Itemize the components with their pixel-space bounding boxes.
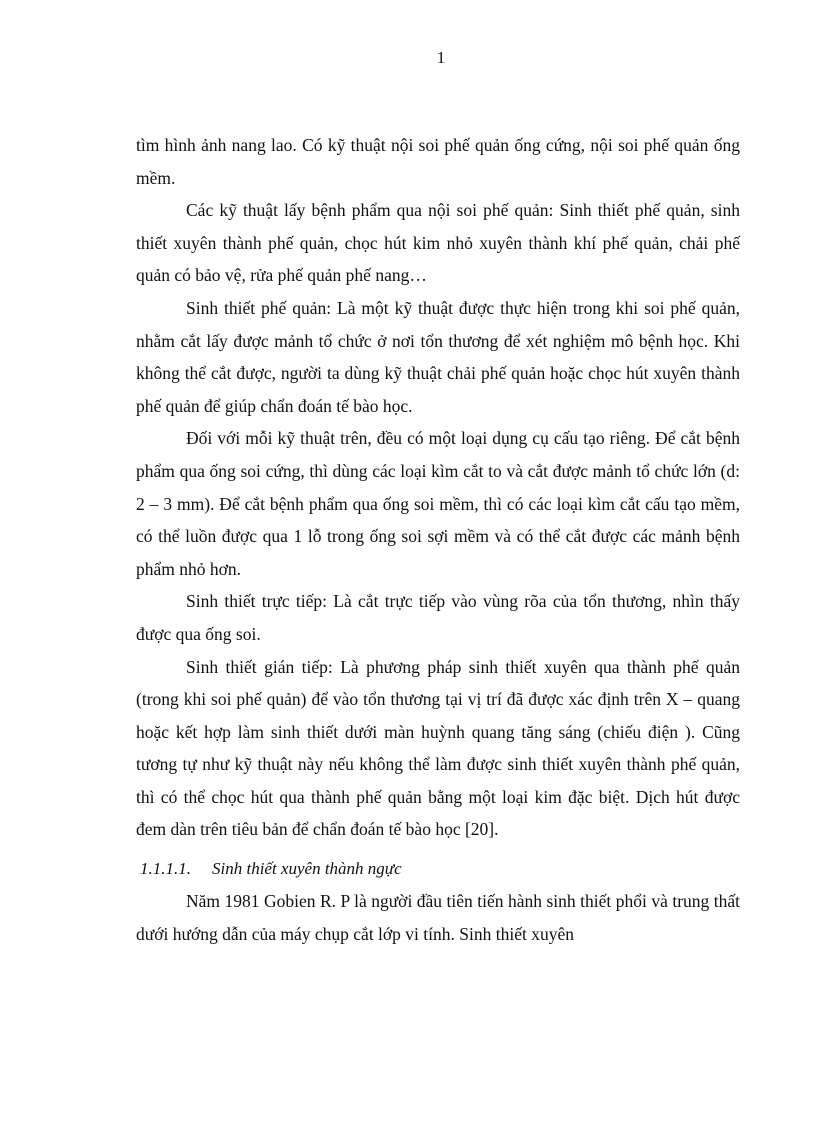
paragraph-direct-biopsy: Sinh thiết trực tiếp: Là cắt trực tiếp vào vùng rõa của tổn thương, nhìn thấy được qua ống soi. xyxy=(136,591,740,644)
paragraph-instruments: Đối với mỗi kỹ thuật trên, đều có một loại dụng cụ cấu tạo riêng. Để cắt bệnh phẩm qua ống soi cứng, thì dùng các loại kìm cắt to và cắt được mảnh tổ chức lớn (d: 2 – 3 mm). Để cắt bệnh phẩm qua ống soi mềm, thì có các loại kìm cắt cấu tạo mềm, có thể luồn được qua 1 lỗ trong ống soi sợi mềm và có thể cắt được các mảnh bệnh phẩm nhỏ hơn. xyxy=(136,428,740,579)
paragraph-continuation: tìm hình ảnh nang lao. Có kỹ thuật nội soi phế quản ống cứng, nội soi phế quản ống mềm. xyxy=(136,135,740,188)
section-heading-number: 1.1.1.1. xyxy=(140,859,191,879)
paragraph-indirect-biopsy: Sinh thiết gián tiếp: Là phương pháp sinh thiết xuyên qua thành phế quản (trong khi soi phế quản) để vào tổn thương tại vị trí đã được xác định trên X – quang hoặc kết hợp làm sinh thiết dưới màn huỳnh quang tăng sáng (chiếu điện ). Cũng tương tự như kỹ thuật này nếu không thể làm được sinh thiết xuyên thành phế quản, thì có thể chọc hút qua thành phế quản bằng một loại kim đặc biệt. Dịch hút được đem dàn trên tiêu bản để chẩn đoán tế bào học [20]. xyxy=(136,656,740,840)
section-heading-title: Sinh thiết xuyên thành ngực xyxy=(212,859,402,879)
paragraph-bronchial-biopsy: Sinh thiết phế quản: Là một kỹ thuật được thực hiện trong khi soi phế quản, nhằm cắt lấy được mảnh tổ chức ở nơi tổn thương để xét nghiệm mô bệnh học. Khi không thể cắt được, người ta dùng kỹ thuật chải phế quản hoặc chọc hút xuyên thành phế quản để giúp chẩn đoán tế bào học. xyxy=(136,297,740,416)
paragraph-specimen-techniques: Các kỹ thuật lấy bệnh phẩm qua nội soi phế quản: Sinh thiết phế quản, sinh thiết xuyên thành phế quản, chọc hút kim nhỏ xuyên thành khí phế quản, chải phế quản có bảo vệ, rửa phế quản phế nang… xyxy=(136,200,740,286)
paragraph-transthoracic: Năm 1981 Gobien R. P là người đầu tiên tiến hành sinh thiết phổi và trung thất dưới hướng dẫn của máy chụp cắt lớp vi tính. Sinh thiết xuyên xyxy=(136,891,740,944)
document-body xyxy=(136,129,740,950)
section-heading xyxy=(136,853,740,885)
page-number: 1 xyxy=(436,48,446,67)
